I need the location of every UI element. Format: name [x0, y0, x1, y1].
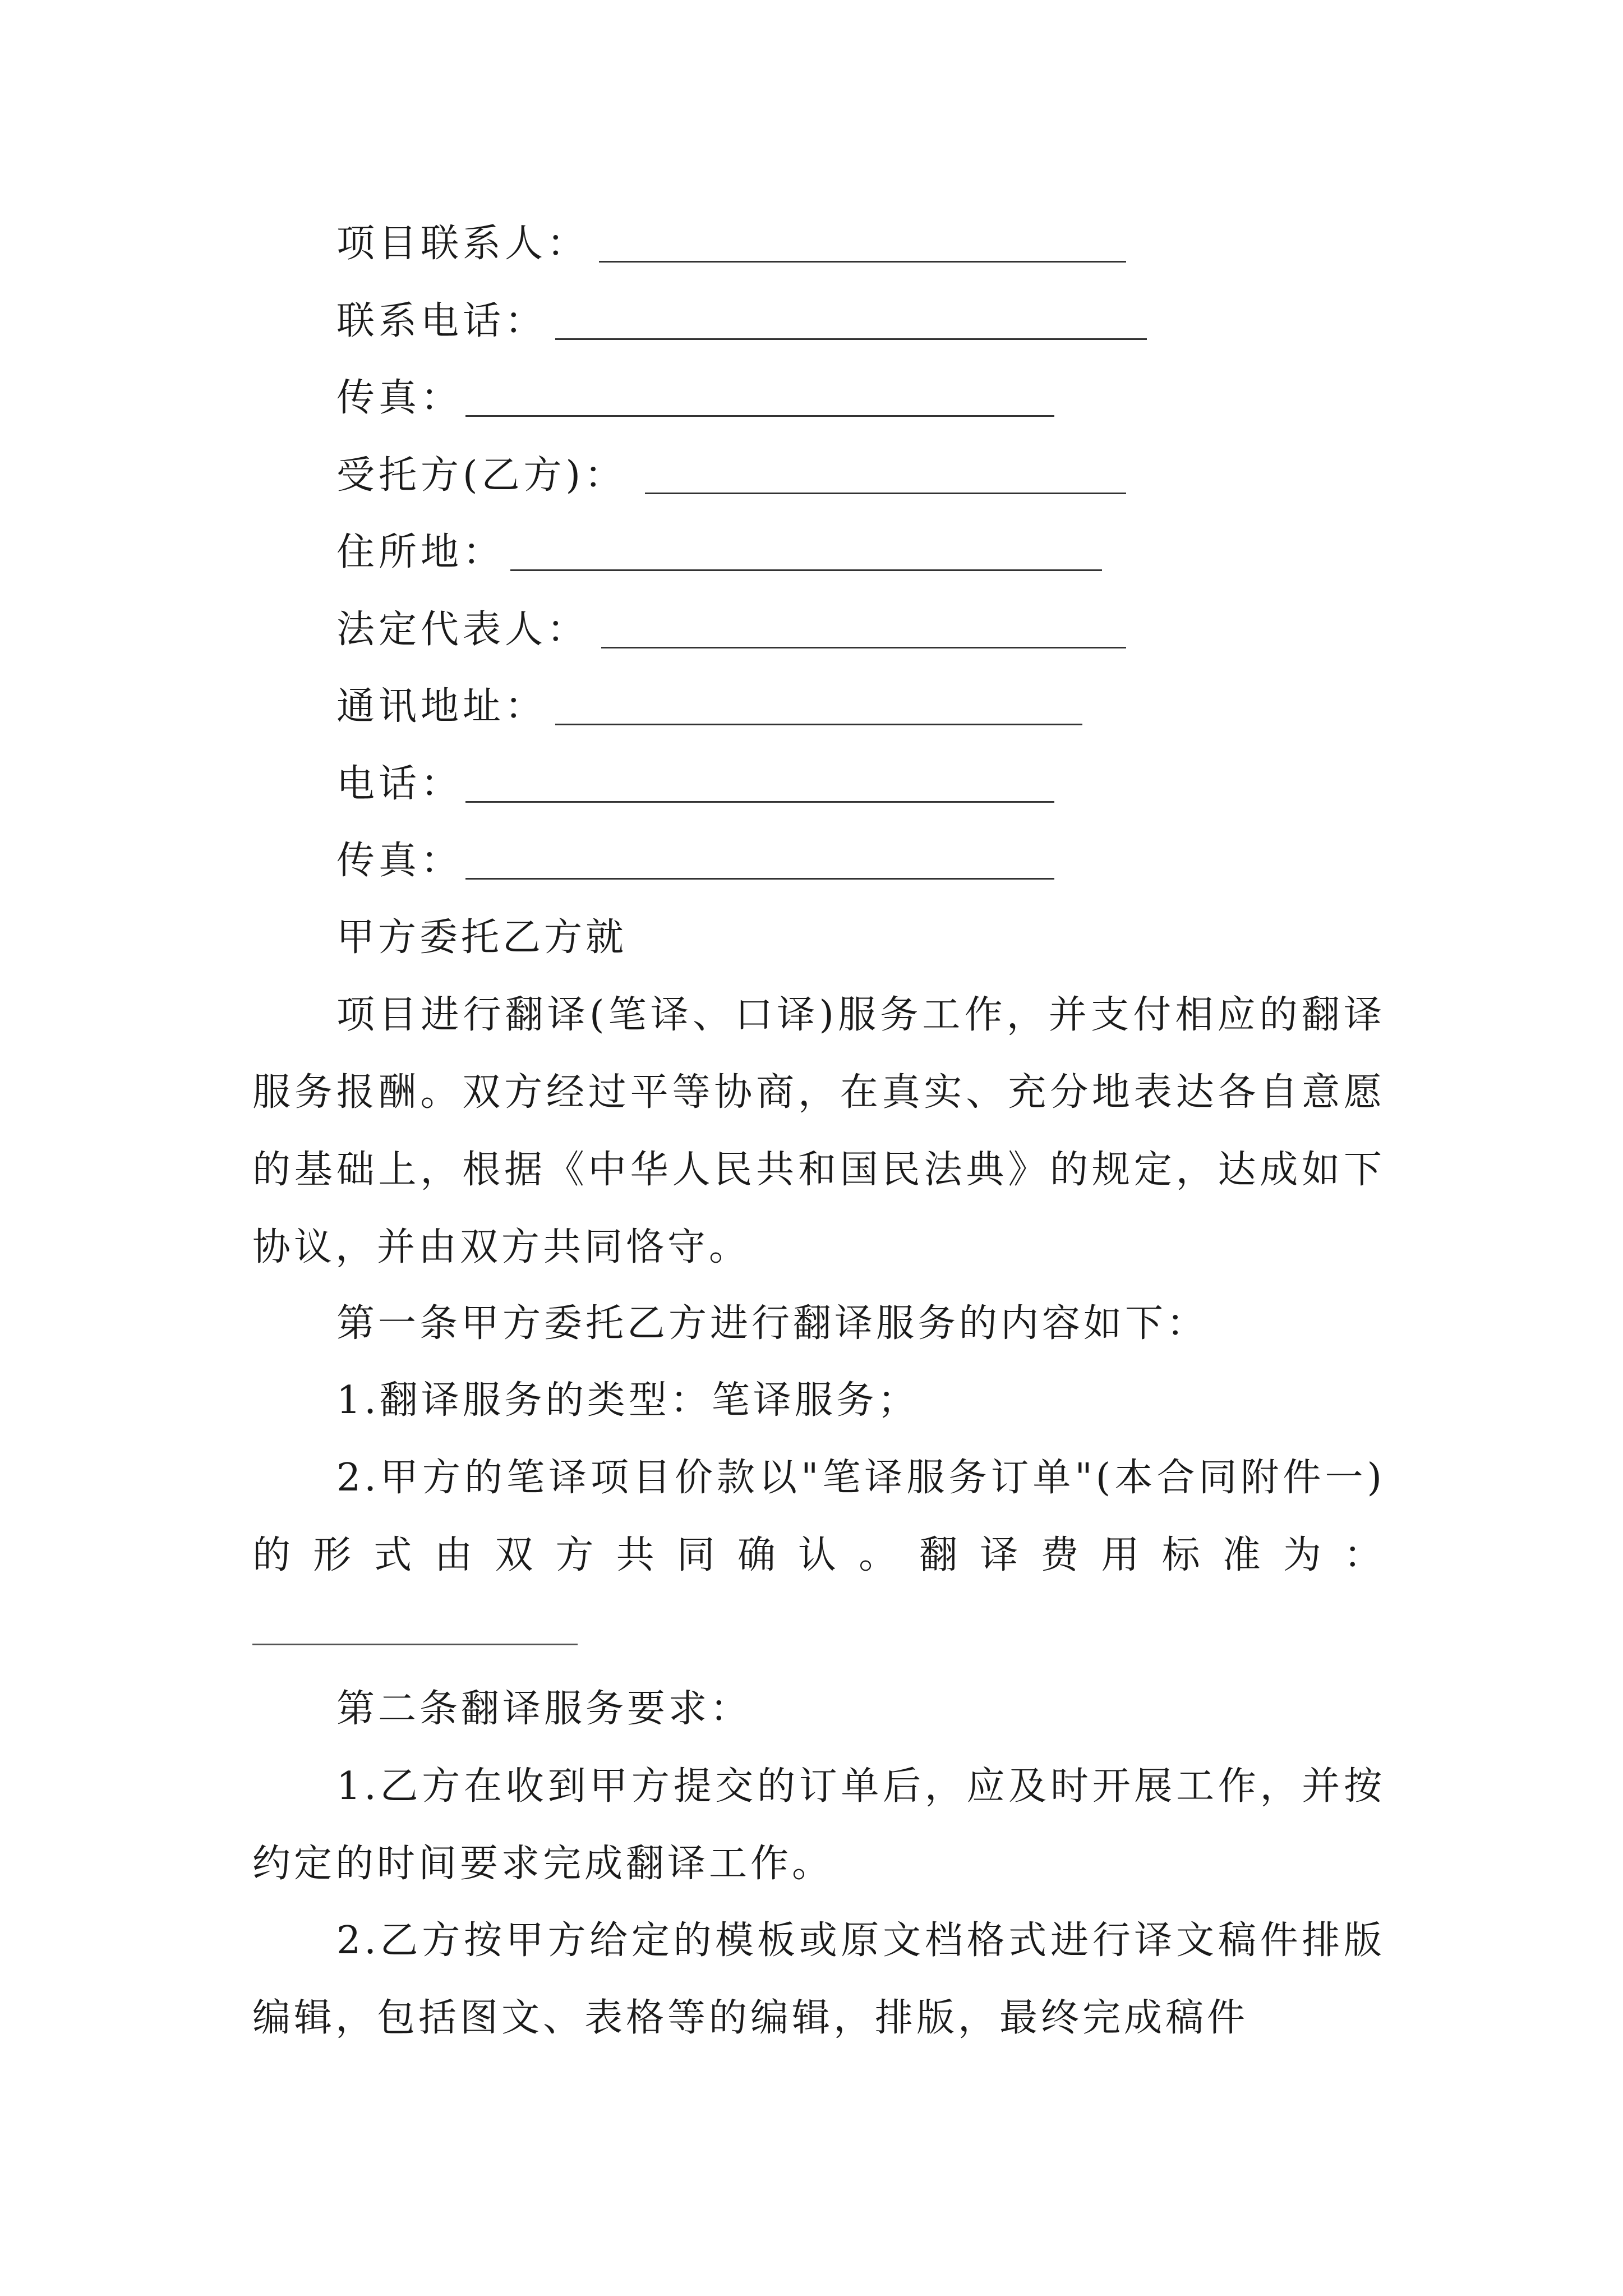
blank-line-trustee[interactable]: [645, 493, 1126, 494]
blank-line-project-contact[interactable]: [599, 261, 1126, 263]
field-label: 传真：: [336, 839, 463, 883]
field-mailing-address: [336, 684, 547, 729]
fee-blank-line[interactable]: [252, 1644, 578, 1645]
paragraph-item-2-2: 2.乙方按甲方给定的模板或原文档格式进行译文稿件排版编辑，包括图文、表格等的编辑，排版，最终完成稿件: [252, 1918, 1385, 2040]
field-domicile: [336, 530, 505, 575]
field-label: 住所地：: [336, 530, 505, 574]
field-legal-rep: [336, 608, 589, 652]
paragraph-item-1-2: 2.甲方的笔译项目价款以"笔译服务订单"(本合同附件一)的形式由双方共同确认。翻译费用标准为：: [252, 1456, 1385, 1577]
paragraph-agreement: 项目进行翻译(笔译、口译)服务工作，并支付相应的翻译服务报酬。双方经过平等协商，在真实、充分地表达各自意愿的基础上，根据《中华人民共和国民法典》的规定，达成如下协议，并由双方共同恪守。: [252, 993, 1385, 1269]
paragraph-article-2: 第二条翻译服务要求：: [336, 1687, 752, 1731]
field-label: 电话：: [336, 762, 463, 806]
field-label: 法定代表人：: [336, 608, 589, 652]
field-label: 联系电话：: [336, 299, 547, 343]
field-label: 受托方(乙方)：: [336, 453, 627, 498]
paragraph-item-2-1: 1.乙方在收到甲方提交的订单后，应及时开展工作，并按约定的时间要求完成翻译工作。: [252, 1764, 1385, 1886]
field-trustee: [336, 453, 626, 498]
field-phone: [336, 299, 547, 344]
blank-line-legal-rep[interactable]: [601, 647, 1126, 648]
blank-line-telephone[interactable]: [465, 801, 1054, 803]
blank-line-phone[interactable]: [555, 338, 1147, 340]
field-fax-2: [336, 839, 463, 884]
paragraph-article-1: 第一条甲方委托乙方进行翻译服务的内容如下：: [336, 1301, 1209, 1346]
paragraph-item-1-1: 1.翻译服务的类型：笔译服务；: [336, 1378, 919, 1423]
field-telephone: [336, 762, 463, 807]
blank-line-mailing-address[interactable]: [555, 724, 1082, 725]
field-label: 项目联系人：: [336, 222, 589, 266]
field-label: 传真：: [336, 376, 463, 420]
blank-line-fax[interactable]: [465, 415, 1054, 417]
paragraph-intro: 甲方委托乙方就: [336, 915, 628, 960]
blank-line-domicile[interactable]: [510, 569, 1102, 571]
blank-line-fax-2[interactable]: [465, 878, 1054, 880]
field-label: 通讯地址：: [336, 684, 547, 729]
field-project-contact: [336, 222, 589, 266]
field-fax: [336, 376, 463, 421]
